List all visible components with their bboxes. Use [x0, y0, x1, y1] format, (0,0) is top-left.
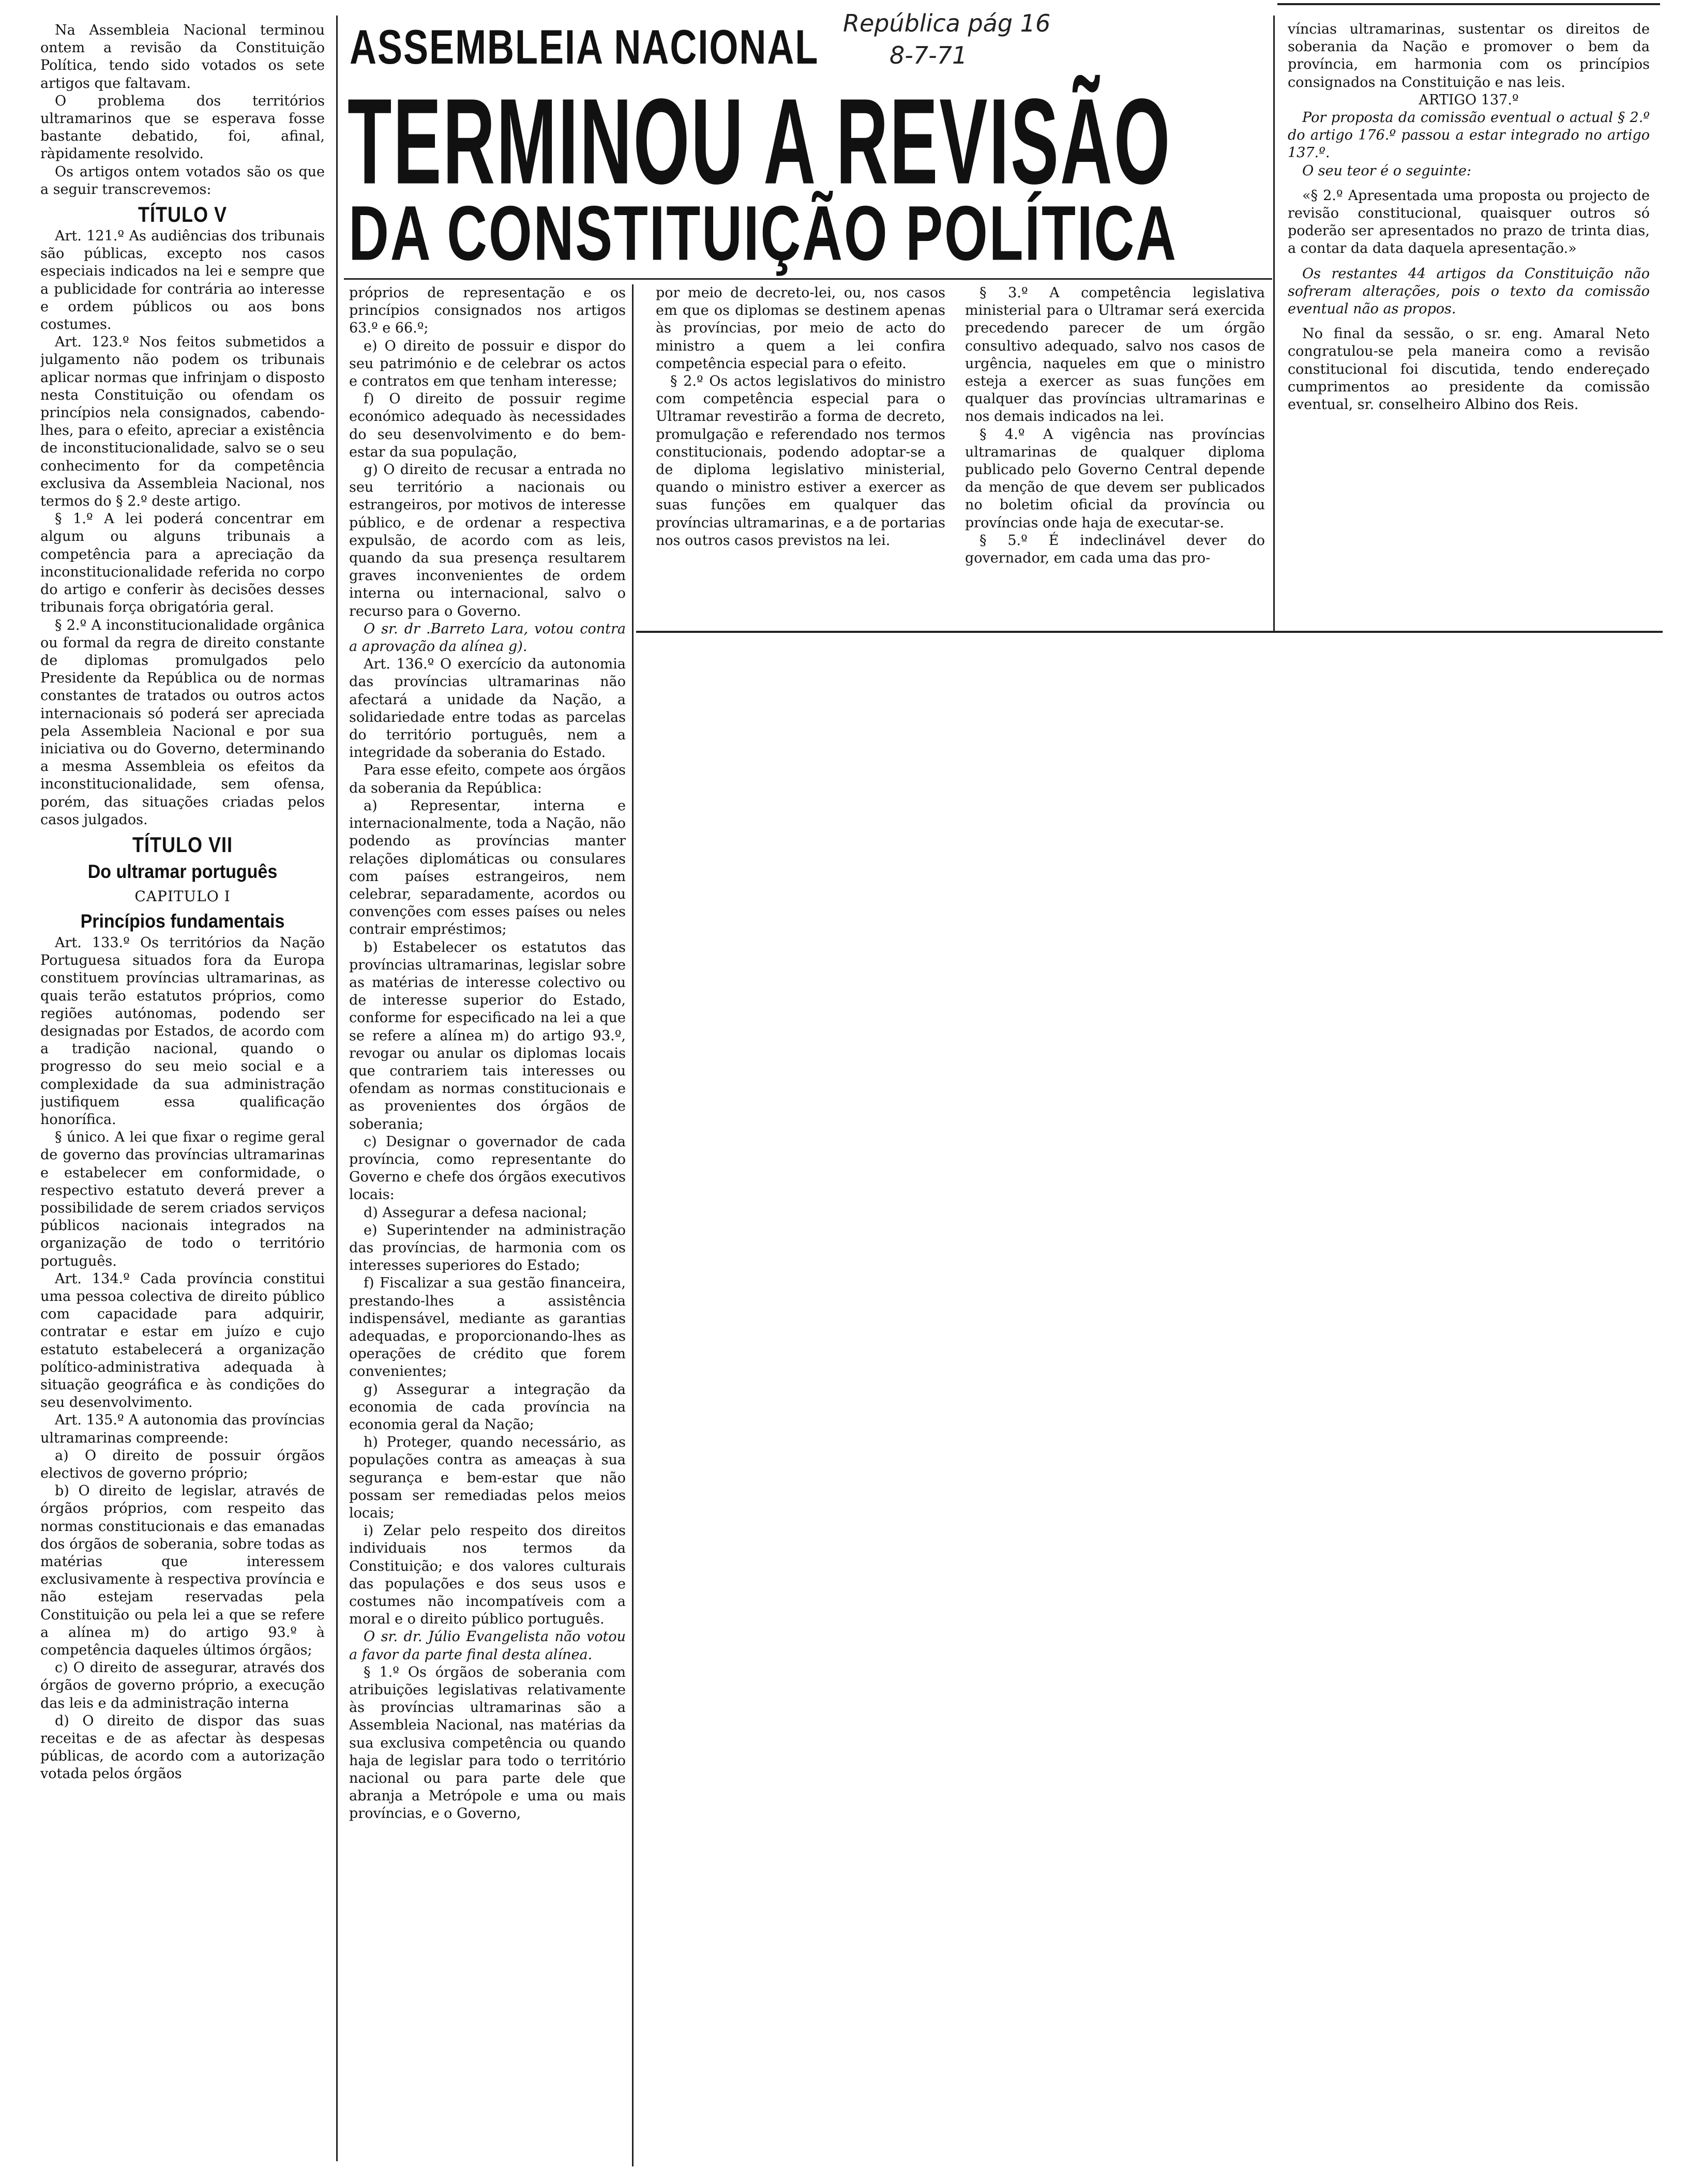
art-136-par-2: § 2.º Os actos legislativos do ministro com competência especial para o Ultramar revestirão a forma de decreto, promulgação e referendado nos termos constitucionais, podendo adoptar-se a de diploma legislativo ministerial, quando o ministro estiver a exercer as suas funções em qualquer das províncias ultramarinas, e a de portarias nos outros casos previstos na lei. [656, 373, 945, 549]
art-134: Art. 134.º Cada província constitui uma pessoa colectiva de direito público com capacidade para adquirir, contratar e estar em juízo e cujo estatuto estabelecerá a organização político-administrativa adequada à situação geográfica e às condições do seu desenvolvimento. [40, 1270, 325, 1411]
col2-continuation: próprios de representação e os princípios consignados nos artigos 63.º e 66.º; [349, 285, 626, 337]
titulo-vii-heading: TÍTULO VII [132, 832, 233, 857]
art-136-e: e) Superintender na administração das províncias, de harmonia com os interesses superiores do Estado; [349, 1222, 626, 1274]
handwritten-source: República pág 16 [843, 9, 1051, 37]
art-136-a: a) Representar, interna e internacionalmente, toda a Nação, não podendo as províncias manter relações diplomáticas ou consulares com países estrangeiros, nem celebrar, separadamente, acordos ou convenções com esses países ou neles contrair empréstimos; [349, 797, 626, 938]
art-136-i: i) Zelar pelo respeito dos direitos individuais nos termos da Constituição; e dos valores culturais das populações e dos seus usos e costumes não incompatíveis com a moral e o direito público português. [349, 1523, 626, 1628]
art-136: Art. 136.º O exercício da autonomia das províncias ultramarinas não afectará a unidade da Nação, a solidariedade entre todas as parcelas do território português, nem a integridade da soberania do Estado. [349, 656, 626, 761]
art-123-par-2: § 2.º A inconstitucionalidade orgânica ou formal da regra de direito constante de diplomas promulgados pelo Presidente da República ou de normas constantes de tratados ou outros actos internacionais só poderá ser apreciada pela Assembleia Nacional e por sua iniciativa ou do Governo, determinando a mesma Assembleia os efeitos da inconstitucionalidade, sem ofensa, porém, das situações criadas pelos casos julgados. [40, 617, 325, 828]
art-135-c: c) O direito de assegurar, através dos órgãos de governo próprio, a execução das leis e da administração interna [40, 1660, 325, 1711]
col3-continuation: por meio de decreto-lei, ou, nos casos em que os diplomas se destinem apenas às províncias, por meio de acto do ministro a quem a lei confira competência especial para o efeito. [656, 285, 945, 372]
art-136-h: h) Proteger, quando necessário, as populações contra as ameaças à sua segurança e bem-estar que não possam ser remediadas pelos meios locais; [349, 1434, 626, 1522]
column-divider-2 [632, 284, 634, 2166]
art-123-par-1: § 1.º A lei poderá concentrar em algum ou alguns tribunais a competência para a apreciação da inconstitucionalidade referida no corpo do artigo e conferir às decisões desses tribunais força obrigatória geral. [40, 511, 325, 616]
intro-paragraph-2: O problema dos territórios ultramarinos que se esperava fosse bastante debatido, foi, afinal, ràpidamente resolvido. [40, 93, 325, 162]
art-133: Art. 133.º Os territórios da Nação Portuguesa situados fora da Europa constituem províncias ultramarinas, as quais terão estatutos próprios, como regiões autónomas, podendo ser designadas por Estados, de acordo com a tradição nacional, quando o progresso do seu meio social e a complexidade da sua administração justifiquem essa qualificação honorífica. [40, 934, 325, 1128]
column-2 [349, 284, 626, 2166]
restantes-artigos-note: Os restantes 44 artigos da Constituição não sofreram alterações, pois o texto da comissão eventual não as propos. [1288, 265, 1650, 317]
header-bottom-rule [344, 278, 1272, 280]
art-135-d: d) O direito de dispor das suas receitas e de as afectar às despesas públicas, de acordo com a autorização votada pelos órgãos [40, 1712, 325, 1782]
art-136-d: d) Assegurar a defesa nacional; [364, 1204, 587, 1221]
titulo-v-heading: TÍTULO V [138, 202, 227, 227]
art-135-e: e) O direito de possuir e dispor do seu património e de celebrar os actos e contratos em que tenham interesse; [349, 338, 626, 390]
art-123: Art. 123.º Nos feitos submetidos a julgamento não podem os tribunais aplicar normas que infrinjam o disposto nesta Constituição ou ofendam os princípios nela consignados, cabendo-lhes, para o efeito, apreciar a existência de inconstitucionalidade, salvo se o seu conhecimento for da competência exclusiva da Assembleia Nacional, nos termos do § 2.º deste artigo. [40, 334, 325, 510]
headline-title: TERMINOU A REVISÃO [348, 73, 1172, 210]
right-bottom-rule [636, 631, 1663, 633]
column-5 [1288, 21, 1650, 626]
art-136-c: c) Designar o governador de cada província, como representante do Governo e chefe dos órgãos executivos locais: [349, 1133, 626, 1203]
art-135-b: b) O direito de legislar, através de órgãos próprios, com respeito das normas constitucionais e das emanadas dos órgãos de soberania, sobre todas as matérias que interessem exclusivamente à respectiva província e não estejam reservadas pela Constituição ou pela lei a que se refere a alínea m) do artigo 93.º à competência daqueles últimos órgãos; [40, 1483, 325, 1659]
final-session-paragraph: No final da sessão, o sr. eng. Amaral Neto congratulou-se pela maneira como a revisão constitucional foi discutida, tendo endereçado cumprimentos ao presidente da comissão eventual, sr. conselheiro Albino dos Reis. [1288, 326, 1650, 413]
art-135-f: f) O direito de possuir regime económico adequado às necessidades do seu desenvolvimento e do bem-estar da sua população, [349, 391, 626, 460]
art-136-par-3: § 3.º A competência legislativa ministerial para o Ultramar será exercida precedendo parecer de um órgão consultivo adequado, salvo nos casos de urgência, naqueles em que o ministro esteja a exercer as suas funções em qualquer das províncias ultramarinas e nos demais indicados na lei. [965, 285, 1265, 425]
headline-subtitle: DA CONSTITUIÇÃO POLÍTICA [349, 190, 1178, 277]
art-135-a: a) O direito de possuir órgãos electivos de governo próprio; [40, 1447, 325, 1482]
column-4 [965, 284, 1265, 626]
headline-kicker: ASSEMBLEIA NACIONAL [350, 21, 819, 74]
vote-note-barreto: O sr. dr .Barreto Lara, votou contra a aprovação da alínea g). [349, 620, 626, 655]
art-136-par-4: § 4.º A vigência nas províncias ultramarinas de qualquer diploma publicado pelo Governo Central depende da menção de que devem ser publicados no boletim oficial da província ou províncias onde haja de executar-se. [965, 426, 1265, 531]
art-135-g: g) O direito de recusar a entrada no seu território a nacionais ou estrangeiros, por motivos de interesse público, e de ordenar a respectiva expulsão, de acordo com as leis, quando da sua presença resultarem graves inconvenientes de ordem interna ou internacional, salvo o recurso para o Governo. [349, 462, 626, 619]
art-136-f: f) Fiscalizar a sua gestão financeira, prestando-lhes a assistência indispensável, mediante as garantias adequadas, e proporcionando-lhes as operações de crédito que forem convenientes; [349, 1275, 626, 1380]
artigo-137-heading: ARTIGO 137.º [1419, 92, 1519, 108]
art-133-unico: § único. A lei que fixar o regime geral de governo das províncias ultramarinas e estabelecer em conformidade, o respectivo estatuto deverá prever a possibilidade de serem criados serviços públicos nacionais integrados na organização de todo o território português. [40, 1129, 325, 1269]
art-136-b: b) Estabelecer os estatutos das províncias ultramarinas, legislar sobre as matérias de interesse colectivo ou de interesse superior do Estado, conforme for especificado na lei a que se refere a alínea m) do artigo 93.º, revogar ou anular os diplomas locais que contrariem tais interesses ou ofendam as normas constitucionais e as provenientes dos órgãos de soberania; [349, 939, 626, 1132]
col5-continuation: víncias ultramarinas, sustentar os direitos de soberania da Nação e promover o bem da província, em harmonia com os princípios consignados na Constituição e nas leis. [1288, 21, 1650, 90]
artigo-137-quote: «§ 2.º Apresentada uma proposta ou projecto de revisão constitucional, quaisquer outros só poderão ser apresentados no prazo de trinta dias, a contar da data daquela apresentação.» [1288, 187, 1650, 257]
principios-heading: Princípios fundamentais [80, 911, 285, 932]
art-121: Art. 121.º As audiências dos tribunais são públicas, excepto nos casos especiais indicados na lei e sempre que a publicidade for contrária ao interesse e ordem públicos ou aos bons costumes. [40, 228, 325, 333]
art-136-par-5: § 5.º É indeclinável dever do governador, em cada uma das pro- [965, 532, 1265, 567]
art-136-efeito: Para esse efeito, compete aos órgãos da soberania da República: [349, 762, 626, 796]
column-divider-1 [336, 16, 338, 2161]
vote-note-julio: O sr. dr. Júlio Evangelista não votou a favor da parte final desta alínea. [349, 1629, 626, 1663]
column-3 [656, 284, 945, 626]
column-1 [40, 22, 325, 2167]
handwritten-date: 8-7-71 [890, 41, 968, 69]
art-136-g: g) Assegurar a integração da economia de cada província na economia geral da Nação; [349, 1381, 626, 1433]
art-136-par-1: § 1.º Os órgãos de soberania com atribuições legislativas relativamente às províncias ultramarinas são a Assembleia Nacional, nas matérias da sua exclusiva competência ou quando haja de legislar para todo o território nacional ou para parte dele que abranja a Metrópole e uma ou mais províncias, e o Governo, [349, 1664, 626, 1822]
intro-paragraph-1: Na Assembleia Nacional terminou ontem a revisão da Constituição Política, tendo sido votados os sete artigos que faltavam. [40, 22, 325, 92]
top-rule [1277, 3, 1660, 5]
column-divider-3 [1273, 16, 1275, 631]
artigo-137-intro: Por proposta da comissão eventual o actual § 2.º do artigo 176.º passou a estar integrado no artigo 137.º. [1288, 110, 1650, 161]
artigo-137-teor: O seu teor é o seguinte: [1302, 162, 1471, 179]
intro-paragraph-3: Os artigos ontem votados são os que a seguir transcrevemos: [40, 163, 325, 198]
capitulo-heading: CAPITULO I [134, 887, 231, 905]
art-135: Art. 135.º A autonomia das províncias ultramarinas compreende: [40, 1412, 325, 1446]
ultramar-heading: Do ultramar português [87, 861, 278, 883]
